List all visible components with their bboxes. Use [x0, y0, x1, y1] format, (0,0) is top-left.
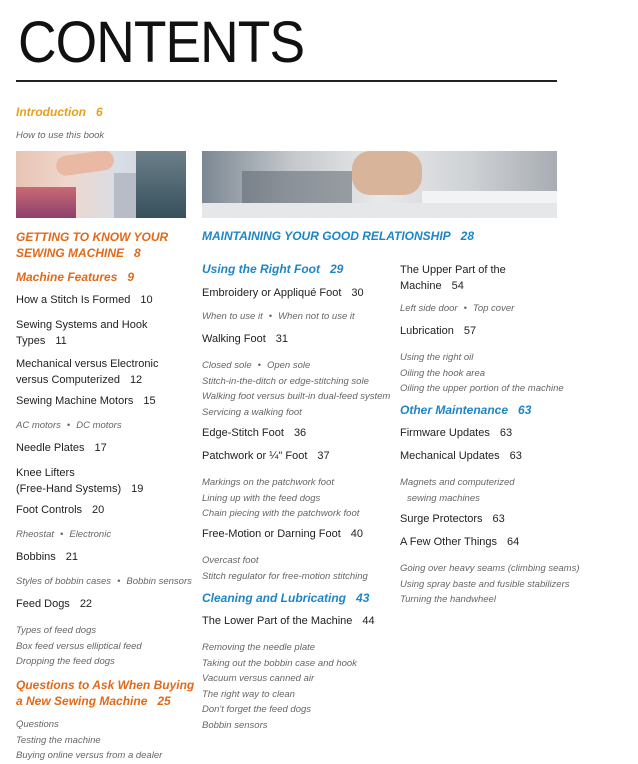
upper-sub: Left side door • Top cover — [400, 303, 515, 314]
toc-item-knee-lifters[interactable] — [16, 465, 143, 497]
item-page: 36 — [293, 427, 307, 439]
sub-label: Testing the machine — [16, 734, 101, 746]
machine-photo — [202, 151, 557, 218]
item-page: 31 — [275, 333, 289, 345]
sub-label: The right way to clean — [202, 688, 295, 700]
sub-label: Overcast foot — [202, 555, 259, 566]
section-label: Cleaning and Lubricating — [202, 591, 347, 605]
item-label: The Upper Part of the — [400, 264, 506, 276]
item-page: 15 — [143, 395, 156, 407]
item-page: 17 — [94, 442, 107, 454]
sub-label: Oiling the upper portion of the machine — [400, 383, 564, 394]
mechanical-subs — [400, 475, 515, 506]
toc-item-walking-foot[interactable] — [202, 333, 288, 346]
section-cleaning[interactable] — [202, 591, 369, 605]
toc-item-lubrication[interactable] — [400, 325, 476, 338]
toc-item-stitch[interactable] — [16, 294, 153, 307]
item-page: 57 — [463, 325, 477, 337]
item-page: 22 — [79, 598, 93, 610]
toc-item-needle-plates[interactable] — [16, 442, 107, 455]
item-page: 40 — [350, 528, 364, 540]
sub-label: Servicing a walking foot — [202, 406, 302, 418]
section-page: 9 — [127, 270, 135, 284]
chapter-page: 8 — [134, 246, 141, 260]
toc-item-few-other[interactable] — [400, 536, 519, 549]
item-label: Lubrication — [400, 325, 454, 337]
chapter-maintaining[interactable] — [202, 229, 474, 243]
item-page: 44 — [362, 615, 375, 627]
toc-item-lower-part[interactable] — [202, 615, 375, 628]
walking-subs: Closed sole • Open sole Stitch-in-the-ditch or edge-stitching sole Walking foot versus built-in dual-feed system Servicing a walking foot — [202, 358, 390, 420]
item-label: A Few Other Things — [400, 536, 498, 548]
item-label: Free-Motion or Darning Foot — [202, 528, 341, 540]
toc-item-free-motion[interactable] — [202, 528, 363, 541]
item-label: Firmware Updates — [400, 427, 490, 439]
sub-label: Walking foot versus built-in dual-feed system — [202, 391, 391, 402]
item-label: Mechanical versus Electronic — [16, 358, 159, 370]
sub-label: Left side door — [400, 303, 458, 314]
item-label: Mechanical Updates — [400, 450, 500, 462]
embroidery-sub: When to use it • When not to use it — [202, 311, 355, 322]
item-label: How a Stitch Is Formed — [16, 294, 131, 306]
sub-label: Lining up with the feed dogs — [202, 492, 321, 504]
item-page: 30 — [351, 287, 364, 299]
sub-label: Chain piecing with the patchwork foot — [202, 508, 360, 519]
lower-part-subs — [202, 640, 357, 733]
sub-label: Removing the needle plate — [202, 642, 316, 653]
item-page: 12 — [129, 374, 143, 386]
toc-item-mechanical-updates[interactable] — [400, 450, 522, 463]
sub-label: Using spray baste and fusible stabilizers — [400, 578, 570, 590]
sub-label: Going over heavy seams (climbing seams) — [400, 563, 580, 574]
item-page: 63 — [492, 513, 505, 525]
sub-label: Top cover — [472, 303, 515, 314]
item-label: Sewing Systems and Hook — [16, 319, 148, 331]
item-label: Walking Foot — [202, 333, 266, 345]
item-label: Foot Controls — [16, 504, 83, 516]
item-page: 54 — [451, 280, 464, 292]
section-label: Other Maintenance — [400, 403, 509, 417]
sub-label: Electronic — [69, 529, 112, 540]
toc-item-patchwork[interactable] — [202, 450, 330, 463]
sub-label: Markings on the patchwork foot — [202, 477, 335, 488]
toc-item-feed-dogs[interactable] — [16, 598, 92, 611]
section-other-maintenance[interactable] — [400, 403, 531, 417]
chapter-page: 28 — [460, 229, 475, 243]
section-label: Questions to Ask When Buying — [16, 678, 195, 692]
sub-label: sewing machines — [407, 492, 480, 504]
sub-label: Rheostat — [16, 529, 55, 540]
item-label: Needle Plates — [16, 442, 85, 454]
page-title: CONTENTS — [18, 10, 305, 75]
section-machine-features[interactable] — [16, 270, 134, 284]
item-label: (Free-Hand Systems) — [16, 483, 122, 495]
patchwork-subs — [202, 475, 359, 522]
item-label: Edge-Stitch Foot — [202, 427, 284, 439]
intro-sub: How to use this book — [16, 130, 105, 141]
sub-label: Bobbin sensors — [126, 576, 192, 587]
sub-label: DC motors — [76, 420, 122, 431]
foot-sub: Rheostat • Electronic — [16, 529, 112, 540]
toc-item-embroidery[interactable] — [202, 287, 364, 300]
item-page: 11 — [55, 335, 67, 347]
sub-label: When not to use it — [278, 311, 355, 322]
item-page: 63 — [499, 427, 513, 439]
sub-label: Vacuum versus canned air — [202, 673, 315, 684]
section-right-foot[interactable] — [202, 262, 343, 276]
item-page: 10 — [140, 294, 153, 306]
sewing-photo — [16, 151, 186, 218]
title-rule — [16, 80, 557, 82]
sub-label: Stitch regulator for free-motion stitching — [202, 570, 368, 582]
item-label: Feed Dogs — [16, 598, 70, 610]
sub-label: Styles of bobbin cases — [16, 576, 112, 587]
chapter-label: MAINTAINING YOUR GOOD RELATIONSHIP — [202, 229, 451, 243]
item-page: 21 — [65, 551, 79, 563]
item-label: Sewing Machine Motors — [16, 395, 134, 407]
intro-entry[interactable] — [16, 105, 103, 119]
toc-item-upper-part[interactable] — [400, 262, 506, 294]
chapter-getting-to-know[interactable] — [16, 229, 168, 261]
sub-label: Turning the handwheel — [400, 594, 496, 605]
few-other-subs — [400, 561, 580, 608]
sub-label: Bobbin sensors — [202, 719, 268, 731]
sub-label: Questions — [16, 719, 59, 730]
section-label: Machine Features — [16, 270, 118, 284]
chapter-line1: GETTING TO KNOW YOUR — [16, 230, 169, 244]
section-questions[interactable] — [16, 677, 194, 709]
item-page: 64 — [507, 536, 520, 548]
item-label: Patchwork or ¼" Foot — [202, 450, 308, 462]
toc-item-surge[interactable] — [400, 513, 505, 526]
item-page: 19 — [131, 483, 144, 495]
intro-page: 6 — [95, 105, 103, 119]
item-label: Embroidery or Appliqué Foot — [202, 287, 342, 299]
bobbin-sub: Styles of bobbin cases • Bobbin sensors — [16, 576, 192, 587]
toc-item-mechanical[interactable] — [16, 356, 158, 388]
sub-label: Don't forget the feed dogs — [202, 704, 312, 715]
sub-label: Box feed versus elliptical feed — [16, 640, 142, 652]
sub-label: When to use it — [202, 311, 263, 322]
section-page: 63 — [518, 403, 532, 417]
toc-item-motors[interactable] — [16, 395, 156, 408]
item-label: Bobbins — [16, 551, 56, 563]
toc-item-foot-controls[interactable] — [16, 504, 104, 517]
questions-subs — [16, 717, 162, 764]
toc-item-hook-types[interactable] — [16, 317, 147, 349]
sub-label: Buying online versus from a dealer — [16, 750, 163, 761]
item-label: Machine — [400, 280, 442, 292]
feed-subs — [16, 623, 142, 670]
sub-label: Magnets and computerized — [400, 477, 515, 488]
item-label: versus Computerized — [16, 374, 120, 386]
section-label: Using the Right Foot — [202, 262, 320, 276]
item-page: 63 — [509, 450, 522, 462]
item-page: 20 — [92, 504, 105, 516]
section-label: a New Sewing Machine — [16, 694, 148, 708]
sub-label: Using the right oil — [400, 352, 474, 363]
sub-label: Dropping the feed dogs — [16, 656, 115, 667]
sub-label: Types of feed dogs — [16, 625, 97, 636]
sub-label: Stitch-in-the-ditch or edge-stitching sole — [202, 375, 369, 387]
toc-item-bobbins[interactable] — [16, 551, 78, 564]
item-page: 37 — [317, 450, 330, 462]
sub-label: Oiling the hook area — [400, 367, 486, 379]
section-page: 29 — [329, 262, 344, 276]
sub-label: AC motors — [16, 420, 61, 431]
intro-label: Introduction — [16, 105, 86, 119]
lubrication-subs — [400, 350, 564, 397]
section-page: 43 — [356, 591, 370, 605]
item-label: Types — [16, 335, 46, 347]
sub-label: Closed sole — [202, 360, 252, 371]
toc-item-edge-stitch[interactable] — [202, 427, 306, 440]
item-label: The Lower Part of the Machine — [202, 615, 353, 627]
item-label: Surge Protectors — [400, 513, 483, 525]
item-label: Knee Lifters — [16, 467, 75, 479]
free-motion-subs — [202, 553, 368, 584]
motors-sub: AC motors • DC motors — [16, 420, 122, 431]
section-page: 25 — [157, 694, 171, 708]
sub-label: Open sole — [266, 360, 311, 371]
sub-label: Taking out the bobbin case and hook — [202, 657, 357, 669]
chapter-line2: SEWING MACHINE — [16, 246, 124, 260]
toc-item-firmware[interactable] — [400, 427, 512, 440]
